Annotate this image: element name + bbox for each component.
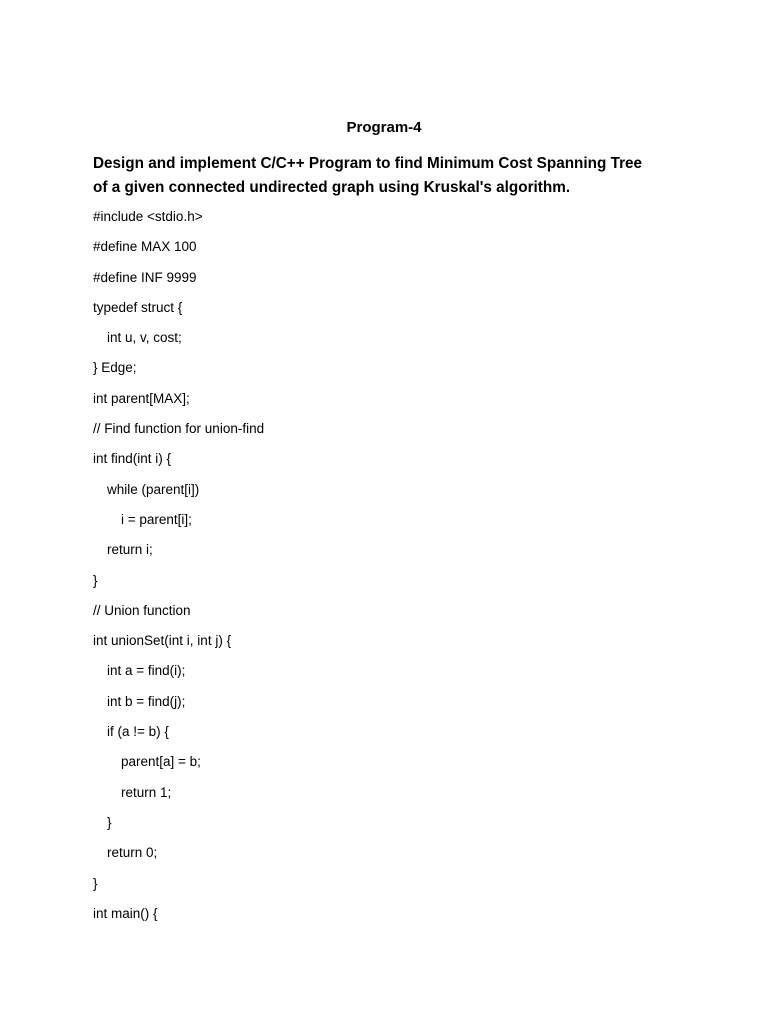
- code-line: } Edge;: [93, 360, 137, 376]
- code-line: int b = find(j);: [107, 693, 186, 709]
- code-comment-line: // Union function: [93, 602, 191, 618]
- code-line: while (parent[i]): [107, 481, 200, 497]
- program-title: Program-4: [346, 119, 422, 136]
- code-line: return 0;: [107, 845, 158, 861]
- code-line: #define MAX 100: [93, 239, 197, 255]
- code-line: int unionSet(int i, int j) {: [93, 633, 232, 649]
- code-listing: [93, 207, 693, 934]
- code-line: return i;: [107, 542, 153, 558]
- code-line: }: [93, 572, 98, 588]
- code-line: return 1;: [121, 784, 172, 800]
- code-line: int a = find(i);: [107, 663, 186, 679]
- code-line: #include <stdio.h>: [93, 209, 203, 224]
- code-line: int main() {: [93, 905, 158, 921]
- code-line: }: [107, 814, 112, 830]
- problem-statement-line: Design and implement C/C++ Program to find Minimum Cost Spanning Tree: [93, 155, 643, 172]
- code-line: int u, v, cost;: [107, 330, 182, 346]
- code-line: }: [93, 875, 98, 891]
- code-line: i = parent[i];: [121, 511, 192, 527]
- code-line: typedef struct {: [93, 299, 183, 315]
- code-line: int find(int i) {: [93, 451, 172, 467]
- problem-statement-line: of a given connected undirected graph using Kruskal's algorithm.: [93, 179, 571, 196]
- code-line: if (a != b) {: [107, 724, 169, 740]
- problem-statement: [93, 152, 693, 200]
- code-comment-line: // Find function for union-find: [93, 421, 265, 437]
- code-line: #define INF 9999: [93, 269, 197, 285]
- code-line: int parent[MAX];: [93, 390, 190, 406]
- code-line: parent[a] = b;: [121, 754, 201, 770]
